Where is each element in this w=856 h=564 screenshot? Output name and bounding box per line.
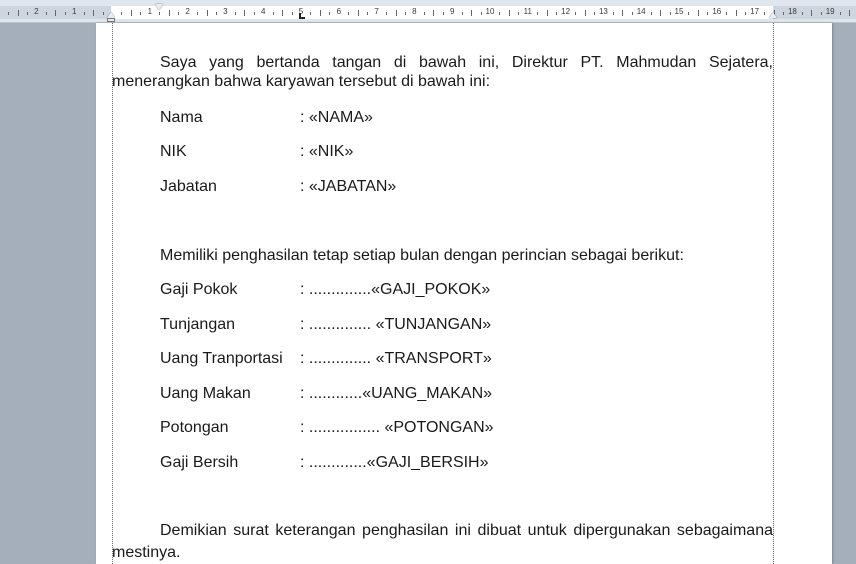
employee-value-jabatan: : «JABATAN»	[300, 178, 397, 195]
ruler-tick	[509, 10, 510, 16]
income-label-transport: Uang Tranportasi	[160, 350, 283, 367]
employee-label-nik: NIK	[160, 143, 187, 160]
ruler-tick	[55, 10, 56, 16]
income-intro: Memiliki penghasilan tetap setiap bulan dengan perincian sebagai berikut:	[160, 247, 684, 264]
ruler-tick	[273, 12, 274, 15]
ruler-tick	[764, 12, 765, 15]
ruler-tick	[367, 12, 368, 15]
ruler-tick	[121, 12, 122, 15]
horizontal-ruler[interactable]	[0, 0, 856, 23]
income-value-transport: : .............. «TRANSPORT»	[300, 350, 492, 367]
ruler-tick	[329, 12, 330, 15]
ruler-tick	[405, 12, 406, 15]
ruler-tick	[537, 12, 538, 15]
ruler-tick	[632, 12, 633, 15]
ruler-label-1: 1	[71, 7, 77, 16]
ruler-tick	[84, 12, 85, 15]
closing-paragraph-line1: Demikian surat keterangan penghasilan ini dibuat untuk dipergunakan sebagaimana	[160, 522, 773, 539]
ruler-label-17: 17	[750, 7, 760, 16]
ruler-label-2: 2	[185, 7, 190, 16]
ruler-label-5: 5	[298, 7, 304, 16]
ruler-tick	[159, 12, 160, 15]
employee-label-jabatan: Jabatan	[160, 178, 217, 195]
ruler-tick	[131, 10, 132, 16]
ruler-tick	[358, 10, 359, 16]
ruler-tick	[93, 10, 94, 16]
ruler-tick	[651, 12, 652, 15]
ruler-tick	[670, 12, 671, 15]
income-value-tunjangan: : .............. «TUNJANGAN»	[300, 316, 492, 333]
left-tab-stop[interactable]	[299, 13, 305, 19]
ruler-label-19: 19	[825, 7, 835, 16]
right-margin-guide	[773, 23, 774, 564]
ruler-tick	[594, 12, 595, 15]
ruler-label-18: 18	[787, 7, 797, 16]
ruler-label-7: 7	[374, 7, 379, 16]
ruler-tick	[348, 12, 349, 15]
ruler-tick	[481, 12, 482, 15]
ruler-tick	[849, 10, 850, 16]
income-value-gaji-pokok: : ..............«GAJI_POKOK»	[300, 281, 491, 298]
ruler-label-13: 13	[598, 7, 608, 16]
income-label-potongan: Potongan	[160, 419, 229, 436]
ruler-tick	[169, 10, 170, 16]
ruler-tick	[585, 10, 586, 16]
closing-paragraph-line2: mestinya.	[112, 544, 181, 561]
ruler-tick	[622, 10, 623, 16]
ruler-tick	[8, 12, 9, 15]
ruler-tick	[310, 12, 311, 15]
ruler-label-4: 4	[260, 7, 266, 16]
ruler-tick	[178, 12, 179, 15]
ruler-label-11: 11	[523, 7, 532, 16]
ruler-tick	[443, 12, 444, 15]
ruler-tick	[292, 12, 293, 15]
left-margin-guide	[112, 23, 113, 564]
ruler-tick	[235, 12, 236, 15]
ruler-label-1: 1	[147, 7, 153, 16]
ruler-tick	[547, 10, 548, 16]
ruler-tick	[688, 12, 689, 15]
ruler-tick	[745, 12, 746, 15]
ruler-tick	[65, 12, 66, 15]
ruler-tick	[660, 10, 661, 16]
ruler-label-8: 8	[412, 7, 417, 16]
ruler-label-6: 6	[336, 7, 342, 16]
ruler-tick	[254, 12, 255, 15]
income-label-gaji-bersih: Gaji Bersih	[160, 454, 239, 471]
left-indent-marker[interactable]	[107, 18, 115, 22]
ruler-label-16: 16	[712, 7, 722, 16]
employee-value-name: : «NAMA»	[300, 109, 373, 126]
ruler-tick	[18, 10, 19, 16]
first-line-indent-marker[interactable]	[155, 4, 163, 10]
ruler-tick	[499, 12, 500, 15]
ruler-tick	[244, 10, 245, 16]
ruler-label-10: 10	[485, 7, 495, 16]
ruler-label-2: 2	[34, 7, 39, 16]
ruler-label-15: 15	[674, 7, 684, 16]
ruler-tick	[424, 12, 425, 15]
ruler-tick	[613, 12, 614, 15]
ruler-tick	[736, 10, 737, 16]
ruler-label-3: 3	[223, 7, 228, 16]
ruler-label-14: 14	[636, 7, 646, 16]
ruler-tick	[518, 12, 519, 15]
ruler-tick	[575, 12, 576, 15]
ruler-tick	[707, 12, 708, 15]
income-label-tunjangan: Tunjangan	[160, 316, 236, 333]
ruler-tick	[140, 12, 141, 15]
income-value-gaji-bersih: : .............«GAJI_BERSIH»	[300, 454, 489, 471]
ruler-tick	[103, 12, 104, 15]
employee-label-name: Nama	[160, 109, 203, 126]
ruler-tick	[556, 12, 557, 15]
ruler-tick	[197, 12, 198, 15]
intro-paragraph-line1: Saya yang bertanda tangan di bawah ini, Direktur PT. Mahmudan Sejatera,	[160, 54, 773, 71]
income-label-gaji-pokok: Gaji Pokok	[160, 281, 238, 298]
income-value-potongan: : ................ «POTONGAN»	[300, 419, 494, 436]
ruler-tick	[802, 12, 803, 15]
ruler-tick	[471, 10, 472, 16]
ruler-label-12: 12	[561, 7, 571, 16]
ruler-tick	[840, 12, 841, 15]
ruler-tick	[462, 12, 463, 15]
intro-paragraph-line2: menerangkan bahwa karyawan tersebut di bawah ini:	[112, 73, 491, 90]
ruler-tick	[783, 12, 784, 15]
ruler-tick	[282, 10, 283, 16]
ruler-tick	[216, 12, 217, 15]
ruler-label-9: 9	[449, 7, 455, 16]
ruler-tick	[207, 10, 208, 16]
ruler-tick	[811, 10, 812, 16]
ruler-tick	[386, 12, 387, 15]
ruler-tick	[27, 12, 28, 15]
ruler-tick	[320, 10, 321, 16]
ruler-tick	[698, 10, 699, 16]
ruler-tick	[821, 12, 822, 15]
right-indent-marker[interactable]	[769, 12, 777, 18]
income-value-uang-makan: : ............«UANG_MAKAN»	[300, 385, 493, 402]
ruler-tick	[433, 10, 434, 16]
income-label-uang-makan: Uang Makan	[160, 385, 251, 402]
ruler-tick	[46, 12, 47, 15]
ruler-tick	[396, 10, 397, 16]
ruler-tick	[726, 12, 727, 15]
employee-value-nik: : «NIK»	[300, 143, 354, 160]
